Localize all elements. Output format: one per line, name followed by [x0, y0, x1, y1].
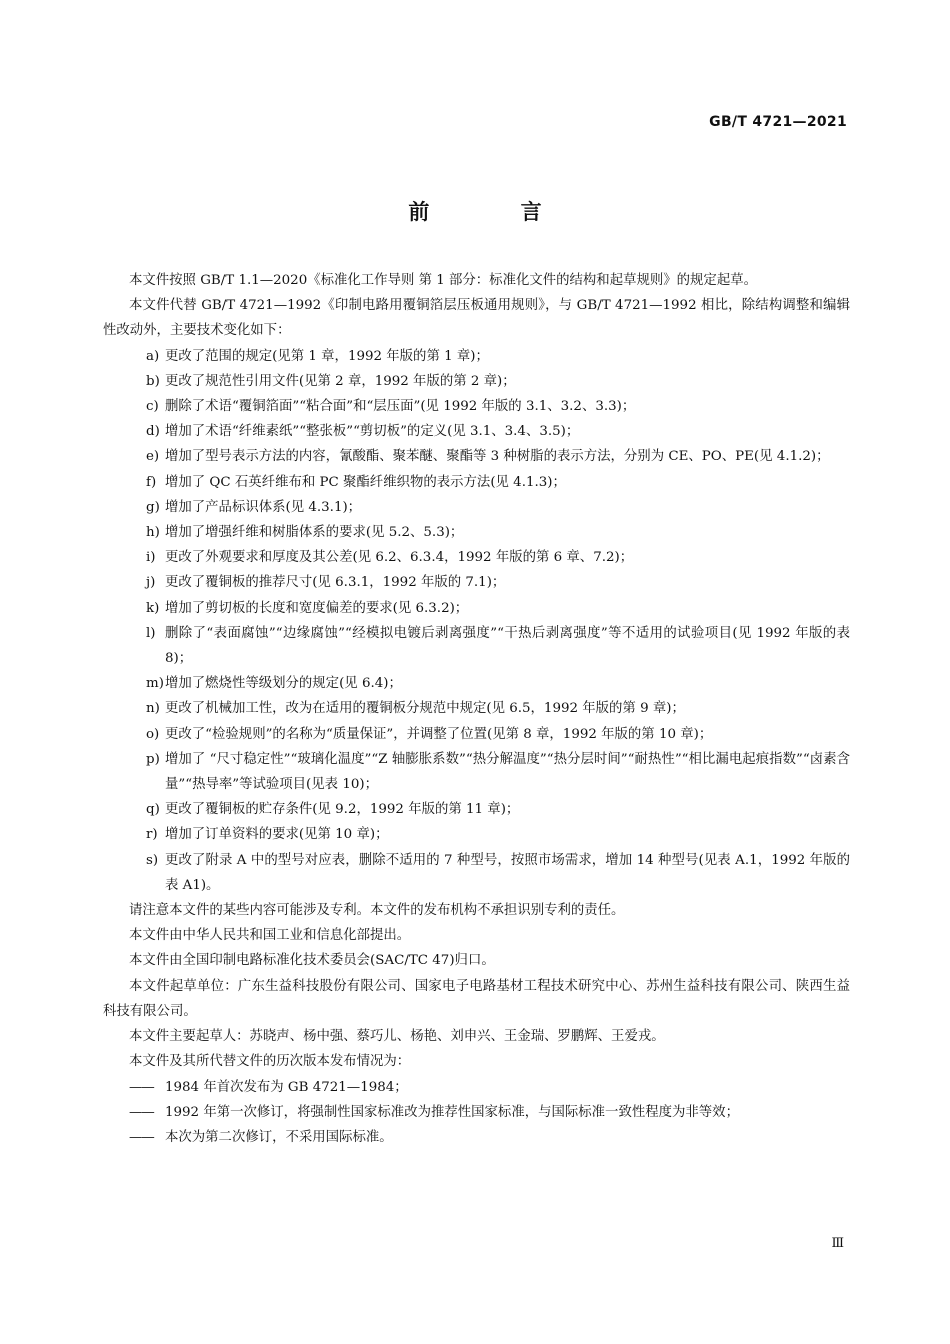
list-item-text: 增加了 QC 石英纤维布和 PC 聚酯纤维织物的表示方法(见 4.1.3)； [165, 474, 566, 490]
history-item [103, 1125, 850, 1150]
list-item-label: d) [146, 424, 160, 440]
list-item [103, 747, 850, 797]
list-item-text: 删除了“表面腐蚀”“边缘腐蚀”“经模拟电镀后剥离强度”“干热后剥离强度”等不适用的试验项目(见 1992 年版的表 8)； [165, 625, 850, 667]
list-item-label: f) [146, 474, 157, 490]
list-item [103, 520, 850, 545]
list-item [103, 848, 850, 898]
list-item-text: 增加了 “尺寸稳定性”“玻璃化温度”“Z 轴膨胀系数”“热分解温度”“热分层时间”“耐热性”“相比漏电起痕指数”“卤素含量”“热导率”等试验项目(见表 10)； [165, 751, 850, 793]
list-item [103, 369, 850, 394]
list-item-label: o) [146, 726, 160, 742]
list-item [103, 671, 850, 696]
note-paragraph: 本文件及其所代替文件的历次版本发布情况为： [129, 1054, 411, 1070]
list-item-label: r) [146, 827, 158, 843]
list-item [103, 570, 850, 595]
list-item [103, 470, 850, 495]
list-item-text: 更改了覆铜板的贮存条件(见 9.2，1992 年版的第 11 章)； [165, 802, 520, 818]
list-item-label: s) [146, 852, 159, 868]
list-item-text: 更改了“检验规则”的名称为“质量保证”，并调整了位置(见第 8 章，1992 年版的第 10 章)； [165, 726, 713, 742]
list-item-text: 删除了术语“覆铜箔面”“粘合面”和“层压面”(见 1992 年版的 3.1、3.2、3.3)； [165, 399, 636, 415]
history-item-text: 1992 年第一次修订，将强制性国家标准改为推荐性国家标准，与国际标准一致性程度为非等效； [165, 1104, 739, 1120]
list-item-text: 增加了燃烧性等级划分的规定(见 6.4)； [165, 676, 402, 692]
list-item-label: l) [146, 625, 156, 641]
note-paragraph: 本文件起草单位：广东生益科技股份有限公司、国家电子电路基材工程技术研究中心、苏州生益科技有限公司、陕西生益科技有限公司。 [103, 978, 850, 1019]
list-item-text: 更改了覆铜板的推荐尺寸(见 6.3.1，1992 年版的 7.1)； [165, 575, 506, 591]
page-number: Ⅲ [831, 1236, 844, 1251]
list-item [103, 596, 850, 621]
list-item-text: 更改了规范性引用文件(见第 2 章，1992 年版的第 2 章)； [165, 373, 516, 389]
list-item-text: 增加了产品标识体系(见 4.3.1)； [165, 499, 362, 515]
list-item-text: 更改了外观要求和厚度及其公差(见 6.2、6.3.4，1992 年版的第 6 章、7.2)； [165, 550, 634, 566]
standard-code: GB/T 4721—2021 [709, 114, 847, 130]
intro-paragraph: 本文件按照 GB/T 1.1—2020《标准化工作导则 第 1 部分：标准化文件的结构和起草规则》的规定起草。 [129, 273, 757, 288]
list-item-label: n) [146, 701, 160, 717]
list-item-label: k) [146, 600, 160, 616]
dash-mark: —— [129, 1079, 154, 1095]
history-item-text: 本次为第二次修订，不采用国际标准。 [165, 1129, 393, 1145]
list-item [103, 495, 850, 520]
list-item [103, 394, 850, 419]
history-item [103, 1075, 850, 1100]
list-item-text: 增加了型号表示方法的内容，氰酸酯、聚苯醚、聚酯等 3 种树脂的表示方法，分别为 CE、PO、PE(见 4.1.2)； [165, 449, 830, 465]
list-item [103, 797, 850, 822]
list-item-label: a) [146, 348, 160, 364]
list-item-label: b) [146, 373, 160, 389]
note-paragraph: 本文件主要起草人：苏晓声、杨中强、蔡巧儿、杨艳、刘申兴、王金瑞、罗鹏辉、王爱戎。 [129, 1029, 665, 1045]
list-item-label: i) [146, 550, 156, 566]
list-item-text: 增加了增强纤维和树脂体系的要求(见 5.2、5.3)； [165, 525, 464, 541]
list-item [103, 344, 850, 369]
note-paragraph: 请注意本文件的某些内容可能涉及专利。本文件的发布机构不承担识别专利的责任。 [129, 903, 625, 919]
intro-paragraph: 本文件代替 GB/T 4721—1992《印制电路用覆铜箔层压板通用规则》，与 GB/T 4721—1992 相比，除结构调整和编辑性改动外，主要技术变化如下： [103, 298, 850, 339]
list-item-label: p) [146, 751, 160, 767]
list-item-text: 增加了订单资料的要求(见第 10 章)； [165, 827, 389, 843]
list-item [103, 696, 850, 721]
history-item [103, 1100, 850, 1125]
list-item-label: h) [146, 525, 160, 541]
list-item [103, 545, 850, 570]
list-item-label: c) [146, 399, 159, 415]
history-list [103, 1075, 850, 1151]
list-item-label: j) [146, 575, 156, 591]
list-item-label: e) [146, 449, 160, 465]
list-item [103, 722, 850, 747]
list-item-text: 更改了机械加工性，改为在适用的覆铜板分规范中规定(见 6.5，1992 年版的第 9 章)； [165, 701, 685, 717]
list-item [103, 444, 850, 469]
changes-list [103, 344, 850, 898]
list-item-text: 更改了范围的规定(见第 1 章，1992 年版的第 1 章)； [165, 348, 489, 364]
document-body [103, 268, 850, 1150]
list-item [103, 621, 850, 671]
note-paragraph: 本文件由中华人民共和国工业和信息化部提出。 [129, 928, 411, 944]
list-item-text: 增加了术语“纤维素纸”“整张板”“剪切板”的定义(见 3.1、3.4、3.5)； [165, 424, 580, 440]
list-item [103, 822, 850, 847]
dash-mark: —— [129, 1129, 154, 1145]
history-item-text: 1984 年首次发布为 GB 4721—1984； [165, 1079, 408, 1095]
list-item-text: 更改了附录 A 中的型号对应表，删除不适用的 7 种型号，按照市场需求，增加 14 种型号(见表 A.1，1992 年版的表 A1)。 [165, 852, 850, 893]
list-item-label: m) [146, 676, 164, 692]
page-title: 前 言 [408, 200, 584, 224]
note-paragraph: 本文件由全国印制电路标准化技术委员会(SAC/TC 47)归口。 [129, 953, 495, 969]
list-item-text: 增加了剪切板的长度和宽度偏差的要求(见 6.3.2)； [165, 600, 469, 616]
dash-mark: —— [129, 1104, 154, 1120]
list-item-label: q) [146, 802, 160, 818]
list-item-label: g) [146, 499, 160, 515]
list-item [103, 419, 850, 444]
